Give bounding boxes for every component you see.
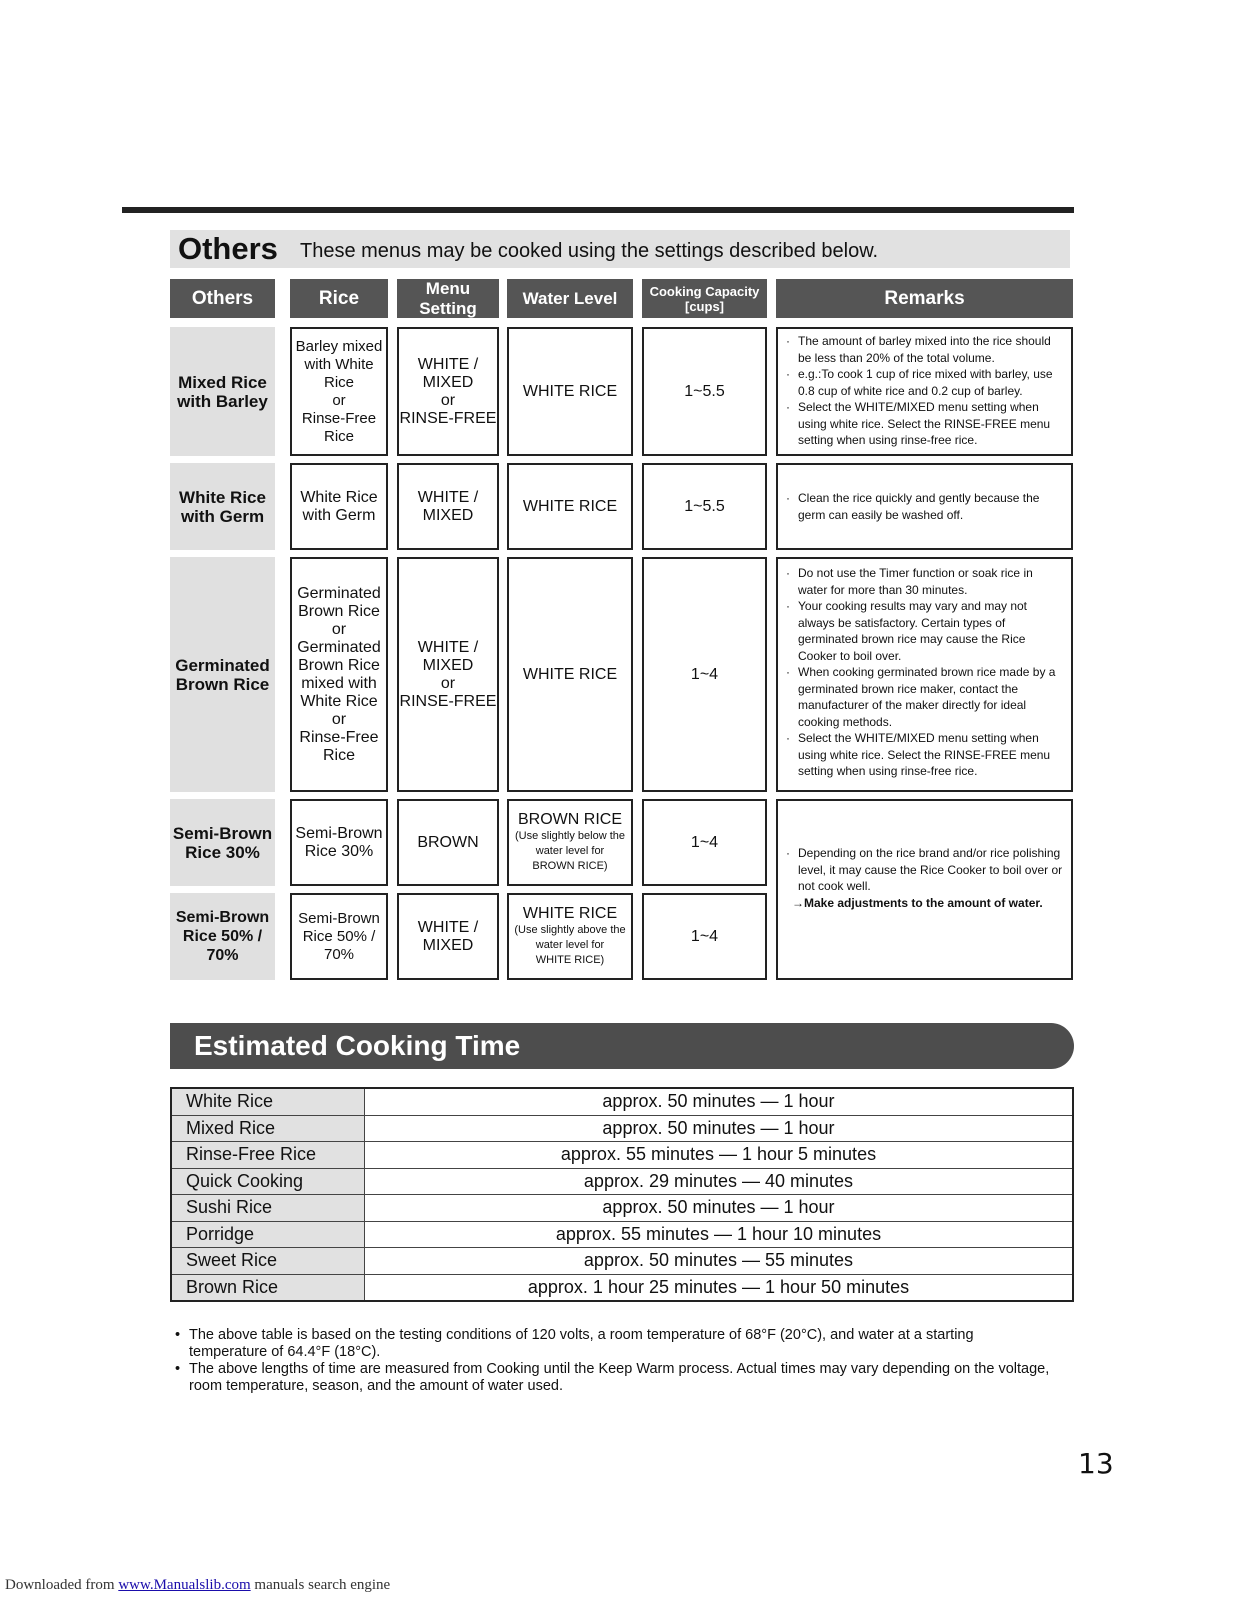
water-level-cell [507,893,633,980]
remark-item: · Your cooking results may vary and may not always be satisfactory. Certain types of germinated brown rice may cause the Rice Cooker to boil over. [786,598,1063,664]
capacity-cell: 1~4 [642,893,767,980]
header-cooking-capacity [642,279,767,318]
water-level-cell [507,799,633,886]
row-label-germinated-brown: Germinated Brown Rice [170,557,275,792]
water-level-cell: WHITE RICE [507,557,633,792]
cooking-time-row [171,1115,1073,1142]
header-capacity-line1: Cooking Capacity [649,283,760,299]
cooking-time-value: approx. 50 minutes — 1 hour [365,1195,1074,1222]
row-label-semi-brown-50-70: Semi-Brown Rice 50% / 70% [170,893,275,980]
rice-cell: Barley mixed with White Rice or Rinse-Free Rice [290,327,388,456]
cooking-time-menu: Mixed Rice [171,1115,365,1142]
cooking-time-value: approx. 50 minutes — 1 hour [365,1088,1074,1115]
cooking-time-row [171,1168,1073,1195]
cooking-time-value: approx. 29 minutes — 40 minutes [365,1168,1074,1195]
remarks-cell [776,463,1073,550]
remark-action: →Make adjustments to the amount of water. [792,895,1043,910]
remark-item: · Clean the rice quickly and gently because the germ can easily be washed off. [786,490,1063,523]
cooking-time-menu: Porridge [171,1221,365,1248]
menu-cell: WHITE / MIXED [397,463,499,550]
remark-item: · Depending on the rice brand and/or rice polishing level, it may cause the Rice Cooker to boil over or not cook well. [786,845,1063,895]
note-item: • The above table is based on the testing conditions of 120 volts, a room temperature of 68°F (20°C), and water at a starting temperature of 64.4°F (18°C). [175,1327,1055,1361]
rice-cell: Germinated Brown Rice or Germinated Brown Rice mixed with White Rice or Rinse-Free Rice [290,557,388,792]
water-level-value: WHITE RICE [522,905,618,922]
cooking-time-row [171,1274,1073,1301]
cooking-time-menu: White Rice [171,1088,365,1115]
row-label-semi-brown-30: Semi-Brown Rice 30% [170,799,275,886]
remark-item: · Select the WHITE/MIXED menu setting when using white rice. Select the RINSE-FREE menu setting when using rinse-free rice. [786,730,1063,780]
menu-cell: WHITE / MIXED or RINSE-FREE [397,557,499,792]
footer-prefix: Downloaded from [5,1577,115,1593]
water-level-cell: WHITE RICE [507,327,633,456]
cooking-time-row [171,1195,1073,1222]
top-rule [122,207,1074,213]
water-level-note: (Use slightly below the water level for BROWN RICE) [514,830,626,872]
menu-cell: WHITE / MIXED or RINSE-FREE [397,327,499,456]
capacity-cell: 1~4 [642,557,767,792]
estimated-cooking-time-title: Estimated Cooking Time [170,1023,1074,1069]
rice-cell: White Rice with Germ [290,463,388,550]
cooking-time-menu: Sushi Rice [171,1195,365,1222]
footer-suffix: manuals search engine [254,1577,391,1593]
footer-link[interactable]: www.Manualslib.com [118,1577,251,1593]
cooking-time-value: approx. 55 minutes — 1 hour 10 minutes [365,1221,1074,1248]
cooking-time-menu: Quick Cooking [171,1168,365,1195]
capacity-cell: 1~5.5 [642,463,767,550]
water-level-note: (Use slightly above the water level for WHITE RICE) [514,924,626,966]
rice-cell: Semi-Brown Rice 50% / 70% [290,893,388,980]
row-label-white-germ: White Rice with Germ [170,463,275,550]
rice-cell: Semi-Brown Rice 30% [290,799,388,886]
footer [5,1577,390,1594]
others-intro-text: These menus may be cooked using the settings described below. [300,240,879,262]
remark-item: · e.g.:To cook 1 cup of rice mixed with barley, use 0.8 cup of white rice and 0.2 cup of barley. [786,366,1063,399]
header-capacity-line2: [cups] [685,298,724,314]
row-label-mixed-barley: Mixed Rice with Barley [170,327,275,456]
menu-cell: WHITE / MIXED [397,893,499,980]
remarks-cell [776,327,1073,456]
others-section-title: Others [178,231,278,266]
capacity-cell: 1~4 [642,799,767,886]
remark-item: · When cooking germinated brown rice made by a germinated brown rice maker, contact the manufacturer of the maker directly for ideal cooking methods. [786,664,1063,730]
water-level-cell: WHITE RICE [507,463,633,550]
cooking-time-table [170,1087,1074,1302]
cooking-time-row [171,1221,1073,1248]
cooking-time-notes [175,1327,1055,1395]
cooking-time-row [171,1142,1073,1169]
header-menu-setting: Menu Setting [397,279,499,318]
header-rice: Rice [290,279,388,318]
cooking-time-menu: Rinse-Free Rice [171,1142,365,1169]
remarks-cell [776,557,1073,792]
cooking-time-menu: Brown Rice [171,1274,365,1301]
cooking-time-row [171,1248,1073,1275]
remarks-cell-semi-brown [776,799,1073,980]
remark-item: · Select the WHITE/MIXED menu setting when using white rice. Select the RINSE-FREE menu setting when using rinse-free rice. [786,399,1063,449]
cooking-time-value: approx. 50 minutes — 1 hour [365,1115,1074,1142]
menu-cell: BROWN [397,799,499,886]
cooking-time-menu: Sweet Rice [171,1248,365,1275]
cooking-time-value: approx. 55 minutes — 1 hour 5 minutes [365,1142,1074,1169]
cooking-time-value: approx. 50 minutes — 55 minutes [365,1248,1074,1275]
note-item: • The above lengths of time are measured from Cooking until the Keep Warm process. Actual times may vary depending on the voltage, room temperature, season, and the amount of water used. [175,1361,1055,1395]
header-water-level: Water Level [507,279,633,318]
water-level-value: BROWN RICE [518,811,622,828]
header-others: Others [170,279,275,318]
cooking-time-value: approx. 1 hour 25 minutes — 1 hour 50 minutes [365,1274,1074,1301]
page-number: 13 [1078,1447,1114,1480]
remark-item: · Do not use the Timer function or soak rice in water for more than 30 minutes. [786,565,1063,598]
cooking-time-row [171,1088,1073,1115]
remark-item: · The amount of barley mixed into the rice should be less than 20% of the total volume. [786,333,1063,366]
header-remarks: Remarks [776,279,1073,318]
capacity-cell: 1~5.5 [642,327,767,456]
